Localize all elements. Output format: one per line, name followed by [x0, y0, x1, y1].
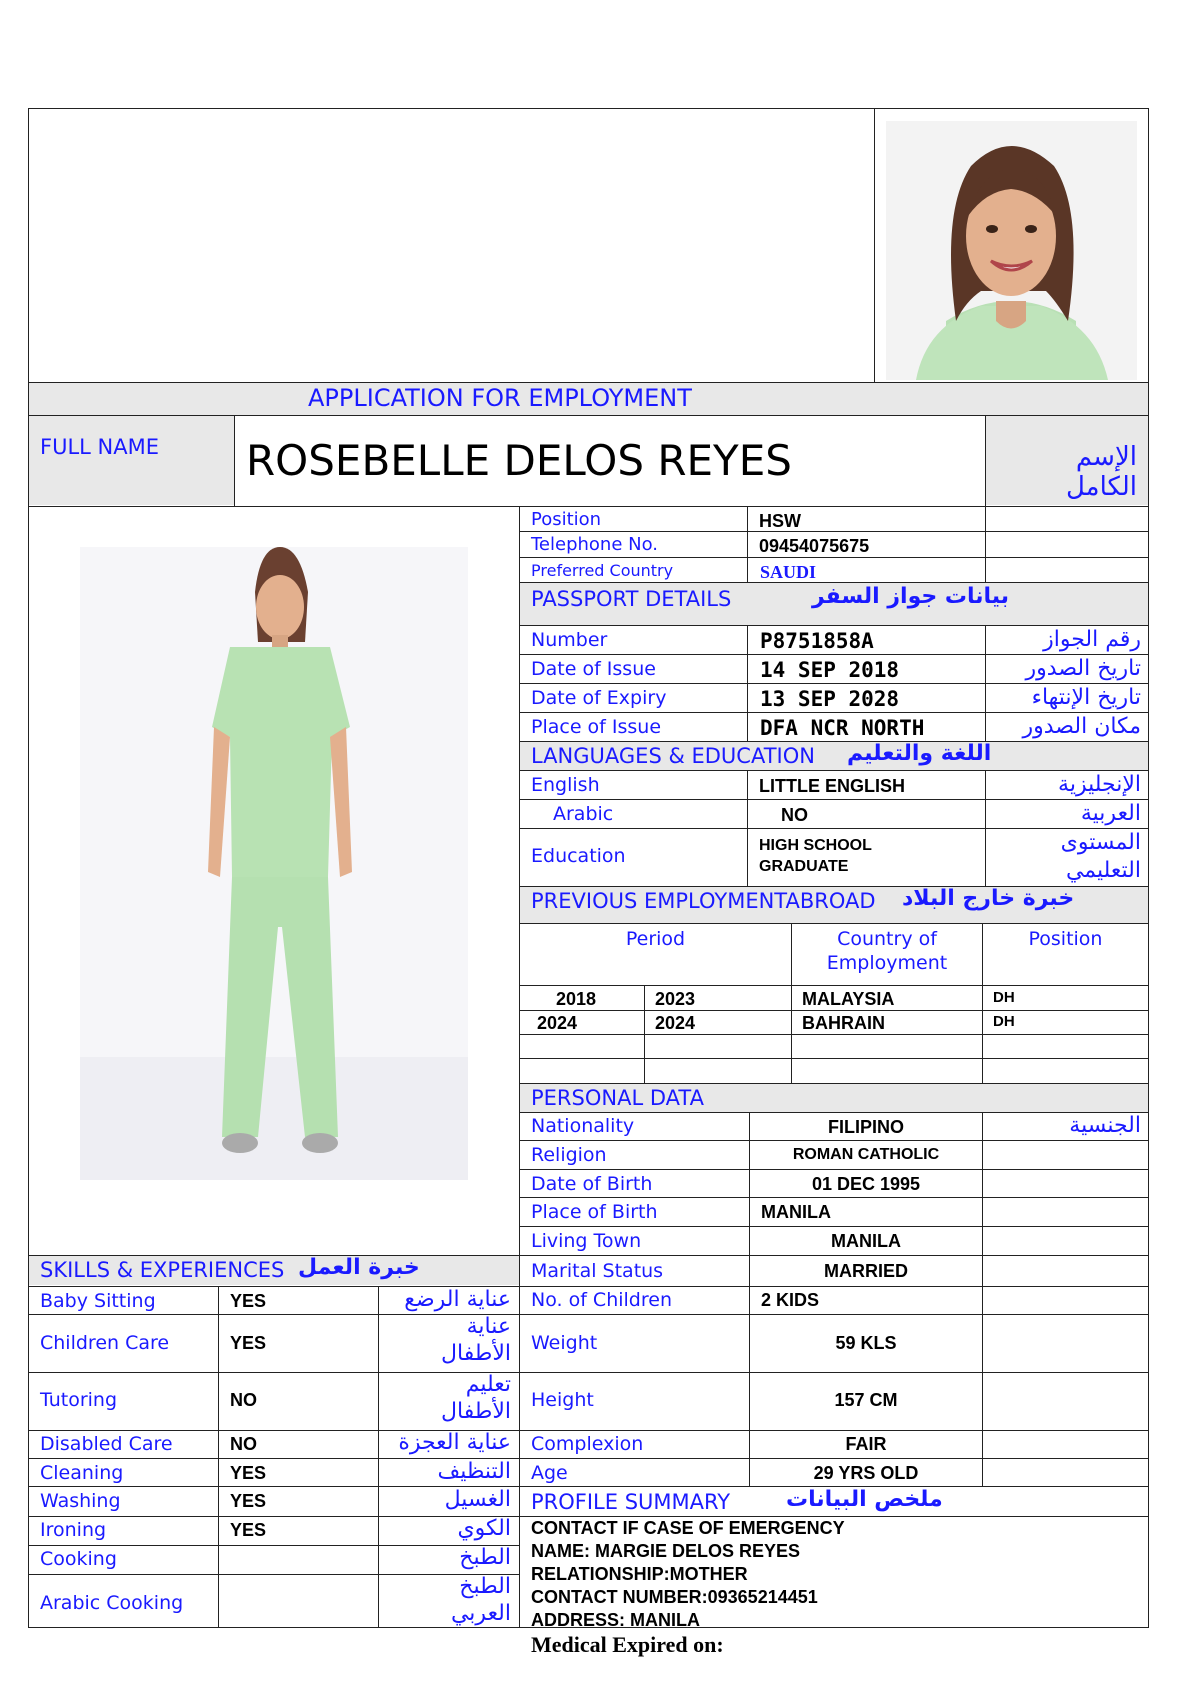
arabic-cooking-ar: الطبخ: [459, 1574, 511, 1599]
full-name-value: ROSEBELLE DELOS REYES: [246, 436, 792, 485]
profile-line-1: CONTACT IF CASE OF EMERGENCY: [531, 1518, 845, 1538]
profile-section-title: PROFILE SUMMARY: [531, 1490, 731, 1514]
employment-to-2: 2024: [655, 1013, 696, 1033]
education-label: Education: [531, 845, 626, 867]
full-name-label-ar: الإسم: [1075, 442, 1137, 472]
weight-label: Weight: [531, 1332, 598, 1354]
medical-expired-label: Medical Expired on:: [531, 1632, 724, 1657]
col-country: Country of: [837, 928, 937, 950]
col-period: Period: [625, 928, 686, 950]
full-body-photo: [80, 547, 468, 1180]
passport-number-ar: رقم الجواز: [1043, 627, 1141, 652]
personal-section-title: PERSONAL DATA: [531, 1086, 704, 1110]
tutoring-value: NO: [230, 1390, 257, 1410]
employment-position-1: DH: [993, 989, 1015, 1006]
nationality-label: Nationality: [531, 1115, 635, 1137]
profile-line-2: NAME: MARGIE DELOS REYES: [531, 1541, 801, 1561]
baby-sitting-value: YES: [230, 1291, 267, 1311]
arabic-cooking-label: Arabic Cooking: [40, 1592, 184, 1614]
education-ar-2: التعليمي: [1065, 858, 1141, 883]
date-of-expiry-ar: تاريخ الإنتهاء: [1031, 685, 1141, 710]
passport-section-title: PASSPORT DETAILS: [531, 587, 732, 611]
education-value: HIGH SCHOOL: [759, 837, 872, 854]
children-value: 2 KIDS: [761, 1290, 820, 1310]
employment-from-2: 2024: [537, 1013, 578, 1033]
date-of-issue-ar: تاريخ الصدور: [1025, 656, 1141, 681]
arabic-cooking-ar-2: العربي: [450, 1601, 511, 1626]
cooking-ar: الطبخ: [459, 1545, 511, 1570]
profile-line-4: CONTACT NUMBER:09365214451: [531, 1587, 818, 1607]
height-label: Height: [531, 1389, 594, 1411]
employment-position-2: DH: [993, 1013, 1015, 1030]
cleaning-ar: التنظيف: [437, 1459, 511, 1484]
washing-ar: الغسيل: [444, 1487, 511, 1512]
children-care-ar: عناية: [466, 1314, 511, 1339]
ironing-label: Ironing: [40, 1519, 107, 1541]
date-of-expiry-label: Date of Expiry: [531, 687, 667, 709]
height-value: 157 CM: [834, 1390, 898, 1410]
disabled-care-label: Disabled Care: [40, 1433, 173, 1455]
employment-to-1: 2023: [655, 989, 696, 1009]
marital-status-value: MARRIED: [824, 1261, 908, 1281]
position-value: HSW: [759, 511, 801, 531]
telephone-label: Telephone No.: [531, 534, 659, 555]
place-of-issue-label: Place of Issue: [531, 716, 662, 738]
date-of-expiry-value: 13 SEP 2028: [760, 687, 900, 711]
arabic-value: NO: [781, 805, 808, 825]
previous-section-title-ar: خبرة خارج البلاد: [902, 886, 1075, 911]
full-name-label-ar-2: الكامل: [1065, 472, 1137, 502]
profile-section-title-ar: ملخص البيانات: [786, 1487, 943, 1512]
age-label: Age: [531, 1462, 568, 1484]
pob-label: Place of Birth: [531, 1201, 658, 1223]
english-value: LITTLE ENGLISH: [759, 776, 905, 796]
employment-country-1: MALAYSIA: [802, 989, 895, 1009]
english-ar: الإنجليزية: [1058, 772, 1141, 797]
baby-sitting-ar: عناية الرضع: [404, 1287, 511, 1312]
skills-section-title-ar: خبرة العمل: [298, 1255, 420, 1280]
employment-from-1: 2018: [556, 989, 597, 1009]
portrait-photo: [886, 121, 1137, 380]
living-town-value: MANILA: [831, 1231, 901, 1251]
living-town-label: Living Town: [531, 1230, 642, 1252]
nationality-ar: الجنسية: [1069, 1113, 1141, 1138]
passport-section-title-ar: بيانات جواز السفر: [812, 584, 1010, 609]
children-care-value: YES: [230, 1333, 267, 1353]
tutoring-ar-2: الأطفال: [441, 1399, 511, 1424]
arabic-label: Arabic: [553, 803, 614, 825]
education-value-2: GRADUATE: [759, 858, 849, 875]
passport-number-label: Number: [531, 629, 608, 651]
education-ar: المستوى: [1060, 830, 1141, 855]
cleaning-value: YES: [230, 1463, 267, 1483]
ironing-value: YES: [230, 1520, 267, 1540]
washing-value: YES: [230, 1491, 267, 1511]
english-label: English: [531, 774, 600, 796]
col-position: Position: [1028, 928, 1103, 950]
form-title: APPLICATION FOR EMPLOYMENT: [308, 384, 692, 412]
position-label: Position: [531, 509, 602, 530]
date-of-issue-value: 14 SEP 2018: [760, 658, 900, 682]
children-care-ar-2: الأطفال: [441, 1341, 511, 1366]
profile-line-5: ADDRESS: MANILA: [531, 1610, 700, 1630]
preferred-country-label: Preferred Country: [531, 561, 674, 580]
tutoring-ar: تعليم: [465, 1372, 511, 1397]
children-care-label: Children Care: [40, 1332, 170, 1354]
religion-value: ROMAN CATHOLIC: [792, 1146, 940, 1163]
skills-section-title: SKILLS & EXPERIENCES: [40, 1258, 285, 1282]
employment-country-2: BAHRAIN: [802, 1013, 885, 1033]
arabic-ar: العربية: [1080, 801, 1141, 826]
passport-number-value: P8751858A: [760, 629, 874, 653]
languages-section-title-ar: اللغة والتعليم: [847, 741, 992, 766]
cleaning-label: Cleaning: [40, 1462, 124, 1484]
previous-section-title: PREVIOUS EMPLOYMENTABROAD: [531, 889, 876, 913]
disabled-care-ar: عناية العجزة: [398, 1430, 511, 1455]
washing-label: Washing: [40, 1490, 121, 1512]
date-of-issue-label: Date of Issue: [531, 658, 656, 680]
children-label: No. of Children: [531, 1289, 672, 1311]
complexion-value: FAIR: [845, 1434, 887, 1454]
full-name-label: FULL NAME: [40, 435, 159, 459]
dob-value: 01 DEC 1995: [811, 1174, 921, 1194]
religion-label: Religion: [531, 1144, 607, 1166]
col-country-2: Employment: [826, 952, 948, 974]
ironing-ar: الكوي: [457, 1516, 511, 1541]
dob-label: Date of Birth: [531, 1173, 653, 1195]
telephone-value: 09454075675: [759, 536, 870, 556]
baby-sitting-label: Baby Sitting: [40, 1290, 156, 1312]
languages-section-title: LANGUAGES & EDUCATION: [531, 744, 815, 768]
place-of-issue-value: DFA NCR NORTH: [760, 716, 925, 740]
cooking-label: Cooking: [40, 1548, 117, 1570]
weight-value: 59 KLS: [835, 1333, 897, 1353]
age-value: 29 YRS OLD: [813, 1463, 919, 1483]
pob-value: MANILA: [761, 1202, 831, 1222]
marital-status-label: Marital Status: [531, 1260, 664, 1282]
place-of-issue-ar: مكان الصدور: [1022, 714, 1141, 739]
nationality-value: FILIPINO: [828, 1117, 904, 1137]
tutoring-label: Tutoring: [40, 1389, 118, 1411]
disabled-care-value: NO: [230, 1434, 257, 1454]
preferred-country-value: SAUDI: [760, 562, 817, 582]
profile-line-3: RELATIONSHIP:MOTHER: [531, 1564, 748, 1584]
complexion-label: Complexion: [531, 1433, 644, 1455]
